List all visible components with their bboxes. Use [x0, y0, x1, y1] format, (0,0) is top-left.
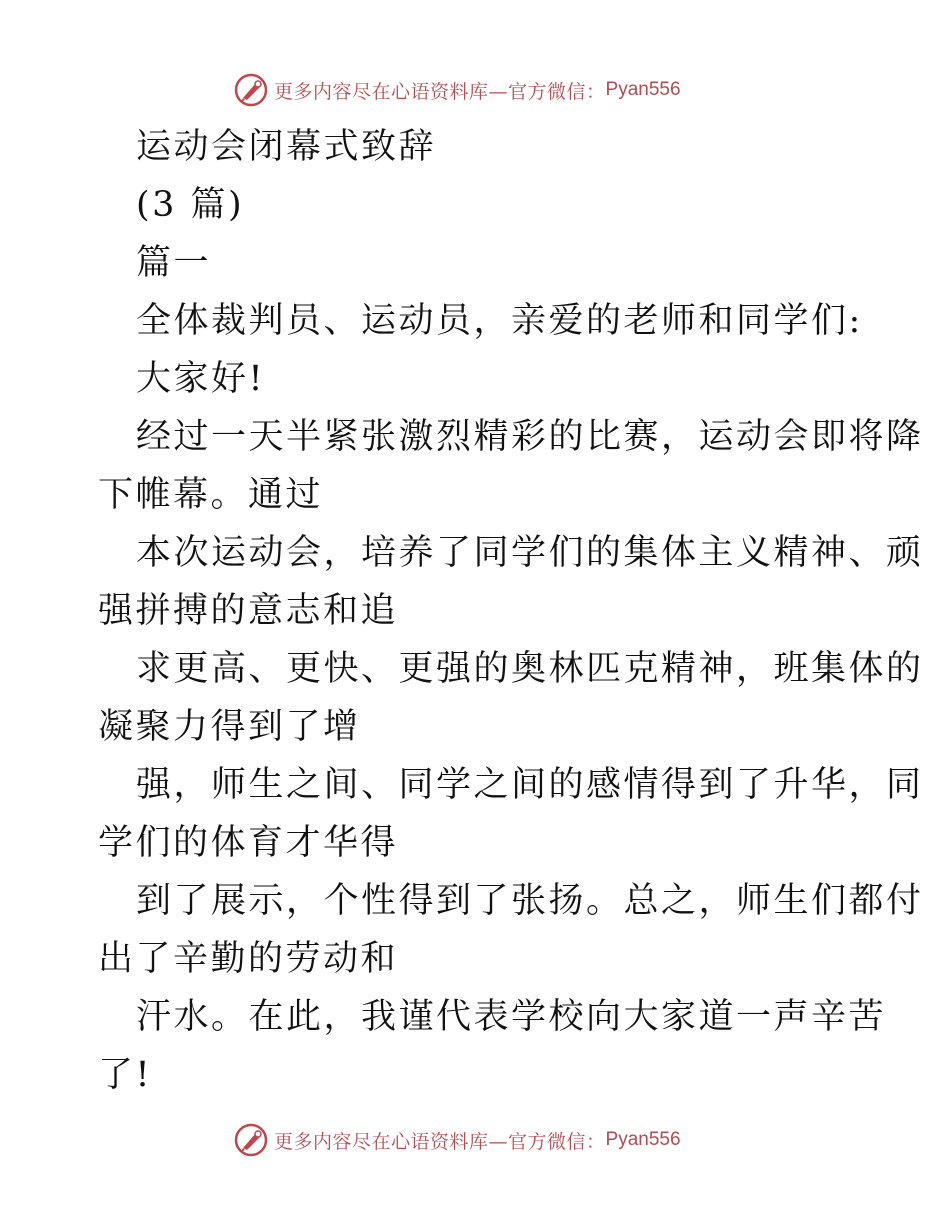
document-body	[98, 118, 924, 1104]
paragraph-line: 出了辛勤的劳动和	[98, 939, 399, 979]
greeting: 大家好!	[136, 359, 266, 399]
paragraph-line: 到了展示，个性得到了张扬。总之，师生们都付	[136, 881, 924, 921]
watermark-text: 更多内容尽在心语资料库—官方微信：	[274, 80, 606, 103]
footer-watermark	[234, 1122, 681, 1158]
salutation: 全体裁判员、运动员，亲爱的老师和同学们:	[136, 301, 863, 341]
paragraph-line: 了!	[98, 1055, 153, 1095]
header-watermark	[234, 72, 681, 108]
paragraph-line: 本次运动会，培养了同学们的集体主义精神、顽	[136, 533, 924, 573]
pen-logo-icon	[234, 73, 268, 107]
paragraph-line: 求更高、更快、更强的奥林匹克精神，班集体的	[136, 649, 924, 689]
watermark-text: 更多内容尽在心语资料库—官方微信：	[274, 1130, 606, 1153]
paragraph-line: 强拼搏的意志和追	[98, 591, 399, 631]
document-title: 运动会闭幕式致辞	[136, 127, 437, 167]
watermark-wechat-id: Pyan556	[605, 79, 681, 100]
paragraph-line: 经过一天半紧张激烈精彩的比赛，运动会即将降	[136, 417, 924, 457]
paragraph-line: 汗水。在此，我谨代表学校向大家道一声辛苦	[136, 997, 887, 1037]
section-heading: 篇一	[136, 243, 212, 283]
paragraph-line: 凝聚力得到了增	[98, 707, 361, 747]
paragraph-line: 学们的体育才华得	[98, 823, 399, 863]
paragraph-line: 下帷幕。通过	[98, 475, 324, 515]
watermark-wechat-id: Pyan556	[605, 1129, 681, 1150]
document-subtitle: (3 篇)	[136, 185, 245, 225]
paragraph-line: 强，师生之间、同学之间的感情得到了升华，同	[136, 765, 924, 805]
pen-logo-icon	[234, 1123, 268, 1157]
